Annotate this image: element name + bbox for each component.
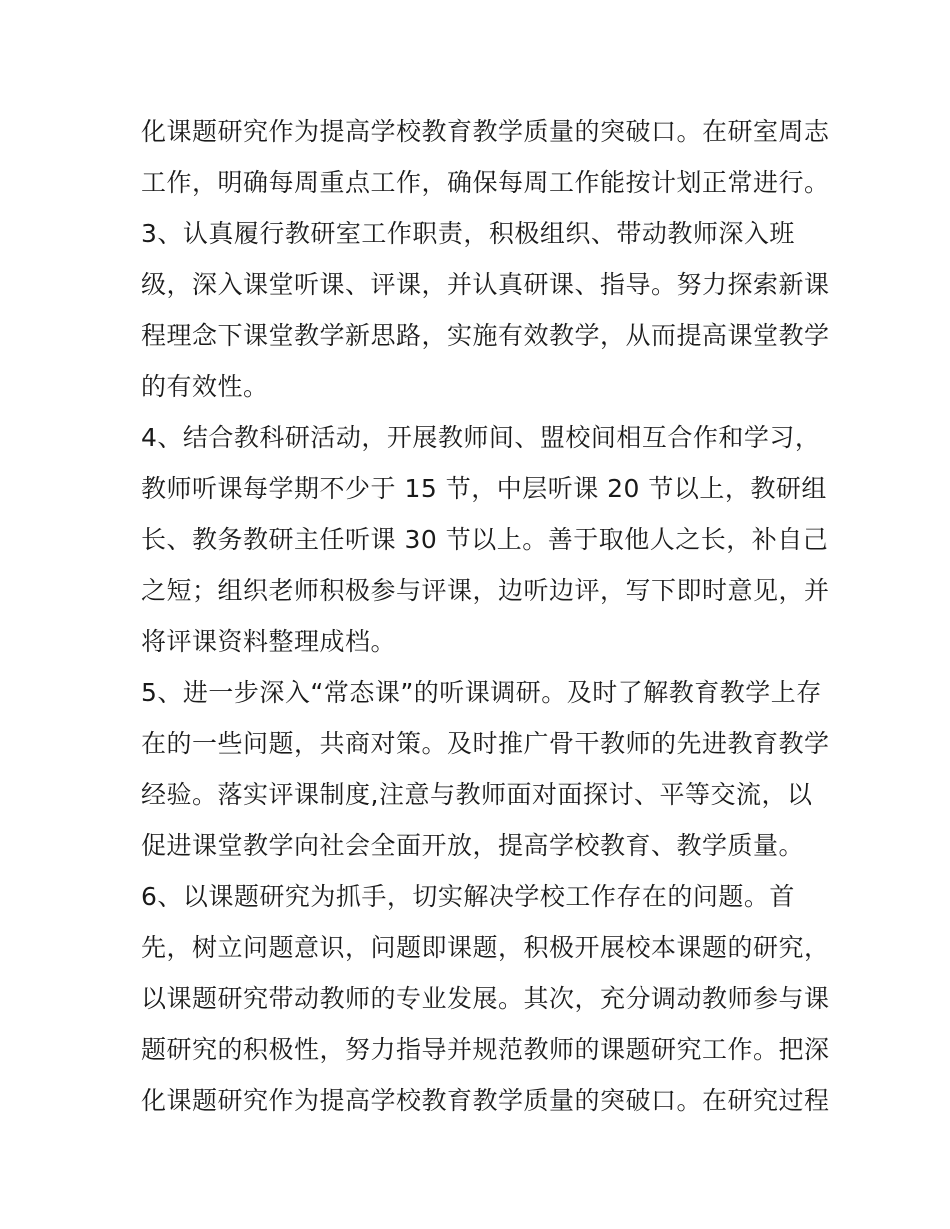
text-line: 经验。落实评课制度,注意与教师面对面探讨、平等交流，以 [141,780,813,809]
text-line: 化课题研究作为提高学校教育教学质量的突破口。在研室周志 [141,117,830,146]
text-line: 级，深入课堂听课、评课，并认真研课、指导。努力探索新课 [141,270,830,299]
text-line: 化课题研究作为提高学校教育教学质量的突破口。在研究过程 [141,1086,830,1115]
text-line: 工作，明确每周重点工作，确保每周工作能按计划正常进行。 [141,168,830,197]
text-line: 5、进一步深入“常态课”的听课调研。及时了解教育教学上存 [141,678,822,707]
text-line: 程理念下课堂教学新思路，实施有效教学，从而提高课堂教学 [141,321,830,350]
text-line: 之短；组织老师积极参与评课，边听边评，写下即时意见，并 [141,576,830,605]
document-body [141,106,830,1126]
text-line: 4、结合教科研活动，开展教师间、盟校间相互合作和学习， [141,423,821,452]
text-line: 题研究的积极性，努力指导并规范教师的课题研究工作。把深 [141,1035,830,1064]
text-line: 促进课堂教学向社会全面开放，提高学校教育、教学质量。 [141,831,805,860]
text-line: 的有效性。 [141,372,269,401]
text-line: 先，树立问题意识，问题即课题，积极开展校本课题的研究， [141,933,830,962]
text-line: 将评课资料整理成档。 [141,627,397,656]
text-line: 6、以课题研究为抓手，切实解决学校工作存在的问题。首 [141,882,795,911]
text-line: 教师听课每学期不少于 15 节，中层听课 20 节以上，教研组 [141,474,827,503]
text-line: 长、教务教研主任听课 30 节以上。善于取他人之长，补自己 [141,525,829,554]
text-line: 3、认真履行教研室工作职责，积极组织、带动教师深入班 [141,219,795,248]
text-line: 在的一些问题，共商对策。及时推广骨干教师的先进教育教学 [141,729,830,758]
text-line: 以课题研究带动教师的专业发展。其次，充分调动教师参与课 [141,984,830,1013]
